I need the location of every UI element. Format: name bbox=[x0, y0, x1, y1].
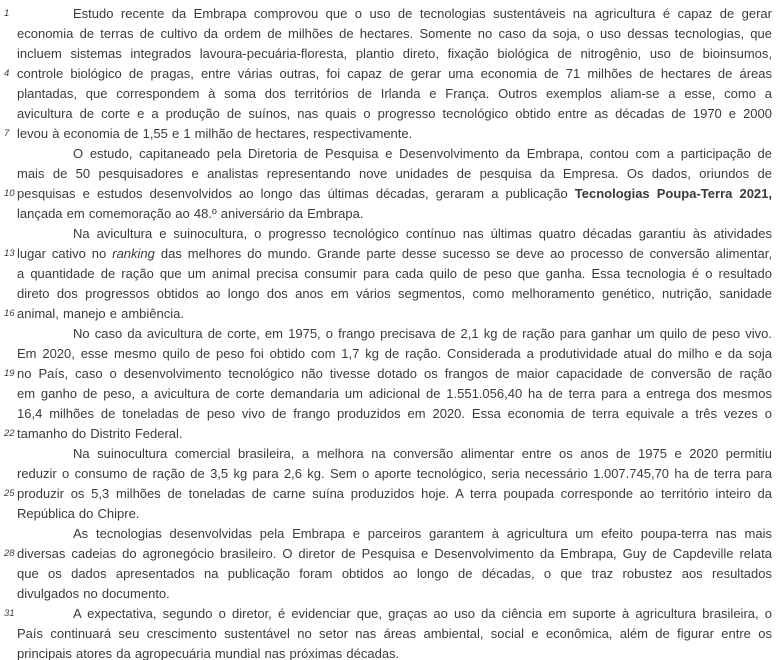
line-number bbox=[0, 24, 17, 44]
line-number: 31 bbox=[4, 608, 15, 619]
line-text bbox=[17, 304, 772, 324]
line-text bbox=[17, 464, 772, 484]
line-text bbox=[17, 344, 772, 364]
text-segment: economia de terras de cultivo da ordem de milhões de hectares. Somente no caso da soja, o uso dessas tecnologias, que bbox=[17, 26, 772, 41]
line-row bbox=[0, 464, 777, 484]
line-number bbox=[0, 624, 17, 644]
line-number: 4 bbox=[4, 68, 10, 79]
line-number bbox=[0, 324, 17, 344]
line-text bbox=[17, 324, 772, 344]
text-segment: lugar cativo no bbox=[17, 246, 113, 261]
line-number bbox=[0, 564, 17, 584]
line-number bbox=[0, 524, 17, 544]
line-row bbox=[0, 544, 777, 564]
line-text bbox=[17, 604, 772, 624]
line-number bbox=[0, 44, 17, 64]
line-number bbox=[0, 464, 17, 484]
line-text bbox=[17, 444, 772, 464]
line-row bbox=[0, 304, 777, 324]
text-segment: no País, caso o desenvolvimento tecnológico não tivesse dotado os frangos de maior capacidade de conversão de ração bbox=[17, 366, 772, 381]
text-segment: No caso da avicultura de corte, em 1975, o frango precisava de 2,1 kg de ração para ganhar um quilo de peso vivo. bbox=[73, 326, 772, 341]
line-row bbox=[0, 84, 777, 104]
text-segment: controle biológico de pragas, entre várias outras, foi capaz de gerar uma economia de 71 milhões de hectares de áreas bbox=[17, 66, 772, 81]
line-number bbox=[0, 344, 17, 364]
text-segment: plantadas, que correspondem à soma dos territórios de Irlanda e França. Outros exemplos aliam-se a esse, como a bbox=[17, 86, 772, 101]
line-text bbox=[17, 564, 772, 584]
text-segment: pesquisas e estudos desenvolvidos ao longo das últimas décadas, geraram a publicação bbox=[17, 186, 575, 201]
line-row bbox=[0, 124, 777, 144]
line-row bbox=[0, 564, 777, 584]
line-row bbox=[0, 604, 777, 624]
line-text bbox=[17, 384, 772, 404]
line-row bbox=[0, 484, 777, 504]
line-text bbox=[17, 204, 772, 224]
line-text bbox=[17, 584, 772, 604]
line-number bbox=[0, 204, 17, 224]
line-row bbox=[0, 64, 777, 84]
line-number bbox=[0, 644, 17, 660]
text-segment: principais atores da agropecuária mundial nas próximas décadas. bbox=[17, 646, 400, 660]
text-segment: País continuará seu crescimento sustentável no setor nas áreas ambiental, social e econômica, além de figurar entre os bbox=[17, 626, 772, 641]
line-text bbox=[17, 184, 772, 204]
line-text bbox=[17, 124, 772, 144]
line-number bbox=[0, 404, 17, 424]
text-segment: A expectativa, segundo o diretor, é evidenciar que, graças ao uso da ciência em suporte à agricultura brasileira, o bbox=[73, 606, 772, 621]
text-segment: Estudo recente da Embrapa comprovou que o uso de tecnologias sustentáveis na agricultura é capaz de gerar bbox=[73, 6, 772, 21]
line-row bbox=[0, 184, 777, 204]
line-text bbox=[17, 64, 772, 84]
text-segment: direto dos progressos obtidos ao longo dos anos em vários segmentos, como melhoramento genético, nutrição, sanidade bbox=[17, 286, 772, 301]
line-number: 13 bbox=[4, 248, 15, 259]
italic-text-segment: ranking bbox=[112, 246, 155, 261]
line-row bbox=[0, 224, 777, 244]
bold-text-segment: Tecnologias Poupa-Terra 2021, bbox=[574, 186, 772, 201]
line-row bbox=[0, 284, 777, 304]
line-number: 25 bbox=[4, 488, 15, 499]
line-text bbox=[17, 284, 772, 304]
text-segment: O estudo, capitaneado pela Diretoria de Pesquisa e Desenvolvimento da Embrapa, contou com a participação de bbox=[73, 146, 772, 161]
line-text bbox=[17, 544, 772, 564]
line-row bbox=[0, 384, 777, 404]
line-row bbox=[0, 4, 777, 24]
line-row bbox=[0, 44, 777, 64]
line-text bbox=[17, 524, 772, 544]
text-segment: em ganho de peso, a avicultura de corte demandaria um adicional de 1.551.056,40 ha de terra para a entrega dos mesmos bbox=[17, 386, 772, 401]
text-segment: Em 2020, esse mesmo quilo de peso foi obtido com 1,7 kg de ração. Considerada a produtividade atual do milho e da soja bbox=[17, 346, 772, 361]
line-text bbox=[17, 44, 772, 64]
line-text bbox=[17, 484, 772, 504]
line-text bbox=[17, 504, 772, 524]
line-number bbox=[0, 444, 17, 464]
line-number: 1 bbox=[4, 8, 10, 19]
line-text bbox=[17, 24, 772, 44]
line-text bbox=[17, 424, 772, 444]
line-number bbox=[0, 144, 17, 164]
line-number: 16 bbox=[4, 308, 15, 319]
text-segment: mais de 50 pesquisadores e analistas representando nove unidades de pesquisa da Empresa. Os dados, oriundos de bbox=[17, 166, 772, 181]
line-text bbox=[17, 644, 772, 660]
line-row bbox=[0, 144, 777, 164]
text-segment: incluem sistemas integrados lavoura-pecuária-floresta, plantio direto, fixação biológica de nitrogênio, uso de bioinsumos, bbox=[17, 46, 772, 61]
line-text bbox=[17, 624, 772, 644]
line-number bbox=[0, 84, 17, 104]
text-segment: levou à economia de 1,55 e 1 milhão de hectares, respectivamente. bbox=[17, 126, 413, 141]
line-number bbox=[0, 284, 17, 304]
line-number bbox=[0, 384, 17, 404]
line-row bbox=[0, 584, 777, 604]
line-row bbox=[0, 404, 777, 424]
line-text bbox=[17, 104, 772, 124]
line-row bbox=[0, 204, 777, 224]
text-segment: Na avicultura e suinocultura, o progresso tecnológico contínuo nas últimas quatro décadas garantiu às atividades bbox=[73, 226, 772, 241]
line-number bbox=[0, 264, 17, 284]
text-segment: divulgados no documento. bbox=[17, 586, 170, 601]
text-segment: Na suinocultura comercial brasileira, a melhora na conversão alimentar entre os anos de 1975 e 2020 permitiu bbox=[73, 446, 772, 461]
line-row bbox=[0, 344, 777, 364]
line-number bbox=[0, 224, 17, 244]
text-segment: avicultura de corte e a produção de suínos, nas quais o progresso tecnológico obtido entre as décadas de 1970 e 2000 bbox=[17, 106, 772, 121]
line-row bbox=[0, 104, 777, 124]
line-row bbox=[0, 444, 777, 464]
line-row bbox=[0, 324, 777, 344]
line-text bbox=[17, 164, 772, 184]
line-text bbox=[17, 404, 772, 424]
line-number bbox=[0, 584, 17, 604]
line-number: 19 bbox=[4, 368, 15, 379]
line-row bbox=[0, 524, 777, 544]
text-segment: tamanho do Distrito Federal. bbox=[17, 426, 183, 441]
line-number: 28 bbox=[4, 548, 15, 559]
line-row bbox=[0, 244, 777, 264]
line-row bbox=[0, 644, 777, 660]
line-row bbox=[0, 364, 777, 384]
line-number bbox=[0, 504, 17, 524]
text-segment: que os dados apresentados na publicação foram obtidos ao longo de décadas, o que traz robustez aos resultados bbox=[17, 566, 772, 581]
text-segment: 16,4 milhões de toneladas de peso vivo de frango produzidos em 2020. Essa economia de terra equivale a três vezes o bbox=[17, 406, 772, 421]
line-row bbox=[0, 24, 777, 44]
line-text bbox=[17, 224, 772, 244]
text-segment: reduzir o consumo de ração de 3,5 kg para 2,6 kg. Sem o aporte tecnológico, seria necessário 1.007.745,70 ha de terra para bbox=[17, 466, 772, 481]
text-segment: República do Chipre. bbox=[17, 506, 140, 521]
text-segment: As tecnologias desenvolvidas pela Embrapa e parceiros garantem à agricultura um efeito poupa-terra nas mais bbox=[73, 526, 772, 541]
text-segment: animal, manejo e ambiência. bbox=[17, 306, 184, 321]
line-text bbox=[17, 244, 772, 264]
line-row bbox=[0, 424, 777, 444]
line-row bbox=[0, 504, 777, 524]
text-segment: produzir os 5,3 milhões de toneladas de carne suína produzidos hoje. A terra poupada corresponde ao território inteiro da bbox=[17, 486, 772, 501]
line-number: 22 bbox=[4, 428, 15, 439]
text-segment: lançada em comemoração ao 48.º aniversário da Embrapa. bbox=[17, 206, 364, 221]
text-segment: diversas cadeias do agronegócio brasileiro. O diretor de Pesquisa e Desenvolvimento da Embrapa, Guy de Capdeville relata bbox=[17, 546, 772, 561]
text-segment: a quantidade de ração que um animal precisa consumir para cada quilo de peso que ganha. Essa tecnologia é o resultado bbox=[17, 266, 772, 281]
line-number bbox=[0, 104, 17, 124]
line-text bbox=[17, 364, 772, 384]
text-segment: das melhores do mundo. Grande parte desse sucesso se deve ao processo de conversão alimentar, bbox=[154, 246, 772, 261]
line-number: 7 bbox=[4, 128, 10, 139]
line-text bbox=[17, 4, 772, 24]
line-row bbox=[0, 624, 777, 644]
line-text bbox=[17, 144, 772, 164]
line-number bbox=[0, 164, 17, 184]
line-row bbox=[0, 264, 777, 284]
line-number: 10 bbox=[4, 188, 15, 199]
line-row bbox=[0, 164, 777, 184]
line-text bbox=[17, 264, 772, 284]
line-text bbox=[17, 84, 772, 104]
